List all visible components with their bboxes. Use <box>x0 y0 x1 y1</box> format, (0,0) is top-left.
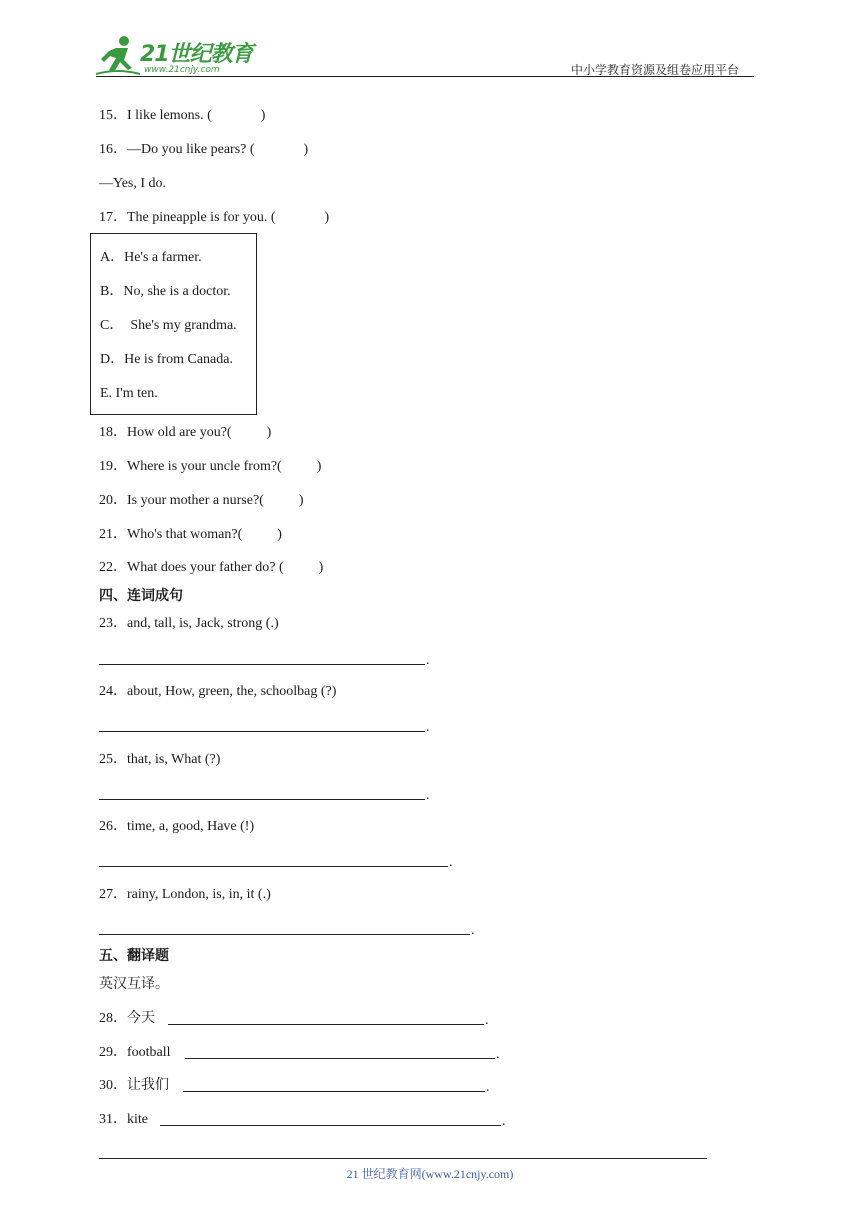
option-e: E. I'm ten. <box>100 386 158 401</box>
period-28: . <box>485 1013 489 1028</box>
question-30: 30．让我们 <box>99 1078 169 1093</box>
answer-line-28[interactable] <box>168 1024 484 1025</box>
question-17: 17．The pineapple is for you. ( ) <box>99 210 330 225</box>
question-25: 25．that, is, What (?) <box>99 752 221 767</box>
question-22: 22．What does your father do? ( ) <box>99 560 324 575</box>
answer-line-30[interactable] <box>183 1091 485 1092</box>
question-28: 28．今天 <box>99 1011 155 1026</box>
period-25: . <box>426 788 430 803</box>
answer-line-26[interactable] <box>99 866 448 867</box>
logo-text: 21世纪教育 <box>140 42 253 67</box>
section-5-title: 五、翻译题 <box>99 948 169 964</box>
period-26: . <box>449 855 453 870</box>
question-15: 15．I like lemons. ( ) <box>99 108 266 123</box>
section-4-title: 四、连词成句 <box>99 588 183 604</box>
runner-logo-icon <box>94 34 142 78</box>
period-30: . <box>486 1080 490 1095</box>
question-20: 20．Is your mother a nurse?( ) <box>99 493 304 508</box>
answer-line-29[interactable] <box>185 1058 495 1059</box>
header-right-text: 中小学教育资源及组卷应用平台 <box>571 63 740 77</box>
period-23: . <box>426 653 430 668</box>
answer-line-31[interactable] <box>160 1125 501 1126</box>
option-a: A．He's a farmer. <box>100 250 202 265</box>
question-27: 27．rainy, London, is, in, it (.) <box>99 887 271 902</box>
question-31: 31．kite <box>99 1112 148 1127</box>
question-18: 18．How old are you?( ) <box>99 425 272 440</box>
question-23: 23．and, tall, is, Jack, strong (.) <box>99 616 279 631</box>
answer-line-23[interactable] <box>99 664 425 665</box>
question-21: 21．Who's that woman?( ) <box>99 527 282 542</box>
logo-url: www.21cnjy.com <box>144 65 220 75</box>
options-box <box>90 233 257 415</box>
question-29: 29．football <box>99 1045 171 1060</box>
header-rule <box>96 76 754 77</box>
question-19: 19．Where is your uncle from?( ) <box>99 459 322 474</box>
answer-line-27[interactable] <box>99 934 470 935</box>
option-c: C． She's my grandma. <box>100 318 237 333</box>
footer-rule <box>99 1158 707 1159</box>
question-24: 24．about, How, green, the, schoolbag (?) <box>99 684 337 699</box>
header-logo <box>94 34 259 78</box>
period-24: . <box>426 720 430 735</box>
period-29: . <box>496 1047 500 1062</box>
option-d: D．He is from Canada. <box>100 352 233 367</box>
question-16-answer: —Yes, I do. <box>99 176 167 191</box>
question-16: 16．—Do you like pears? ( ) <box>99 142 309 157</box>
answer-line-24[interactable] <box>99 731 425 732</box>
option-b: B．No, she is a doctor. <box>100 284 231 299</box>
period-31: . <box>502 1114 506 1129</box>
footer-text[interactable]: 21 世纪教育网(www.21cnjy.com) <box>346 1167 514 1181</box>
question-26: 26．time, a, good, Have (!) <box>99 819 255 834</box>
section-5-instruction: 英汉互译。 <box>99 976 169 992</box>
answer-line-25[interactable] <box>99 799 425 800</box>
period-27: . <box>471 923 475 938</box>
